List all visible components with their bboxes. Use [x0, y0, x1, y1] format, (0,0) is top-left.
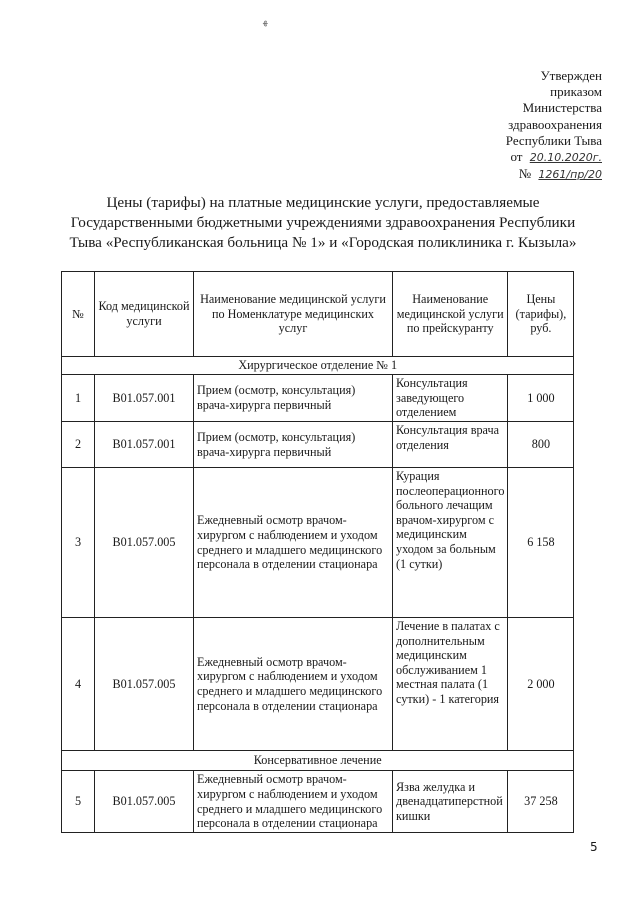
- approval-line: Утвержден: [540, 68, 602, 83]
- section-title: Консервативное лечение: [62, 751, 574, 771]
- approval-line: приказом: [550, 84, 602, 100]
- approval-line: здравоохранения: [508, 116, 602, 132]
- section-row: [62, 751, 574, 771]
- scan-mark: ﻬ: [263, 16, 268, 27]
- row-code: B01.057.001: [95, 422, 194, 468]
- header-price: Цены (тарифы), руб.: [508, 272, 574, 357]
- row-price-name: Лечение в палатах с дополнительным медицинским обслуживанием 1 местная палата (1 сутки) - 1 категория: [393, 618, 508, 751]
- price-table: [61, 271, 574, 833]
- approval-stamp: [478, 68, 602, 183]
- row-no: 4: [62, 618, 95, 751]
- date-prefix: от: [510, 149, 523, 165]
- header-price-name: Наименование медицинской услуги по прейскуранту: [393, 272, 508, 357]
- row-price: 800: [508, 422, 574, 468]
- section-title: Хирургическое отделение № 1: [62, 357, 574, 375]
- header-name: Наименование медицинской услуги по Номенклатуре медицинских услуг: [194, 272, 393, 357]
- row-code: B01.057.005: [95, 468, 194, 618]
- row-code: B01.057.005: [95, 771, 194, 833]
- approval-line: Республики Тыва: [505, 132, 602, 148]
- row-code: B01.057.001: [95, 375, 194, 422]
- document-title: Цены (тарифы) на платные медицинские услуги, предоставляемые Государственными бюджетными учреждениями здравоохранения Республики Тыва «Республиканская больница № 1» и «Городская поликлиника г. Кызыла»: [69, 194, 577, 251]
- section-row: [62, 357, 574, 375]
- approval-date: [478, 149, 602, 166]
- row-price: 2 000: [508, 618, 574, 751]
- approval-line: Министерства: [522, 100, 602, 116]
- row-no: 5: [62, 771, 95, 833]
- table-row: [62, 468, 574, 618]
- number-prefix: №: [518, 166, 532, 182]
- row-price-name: Консультация заведующего отделением: [393, 375, 508, 422]
- table-header-row: [62, 272, 574, 357]
- table-row: [62, 771, 574, 833]
- table-row: [62, 422, 574, 468]
- row-code: B01.057.005: [95, 618, 194, 751]
- page-number: 5: [590, 840, 598, 854]
- row-no: 2: [62, 422, 95, 468]
- date-value: 20.10.2020г.: [529, 151, 602, 165]
- row-no: 3: [62, 468, 95, 618]
- row-name: Ежедневный осмотр врачом-хирургом с наблюдением и уходом среднего и младшего медицинского персонала в отделении стационара: [194, 771, 393, 833]
- row-name: Прием (осмотр, консультация) врача-хирурга первичный: [194, 375, 393, 422]
- row-price-name: Курация послеоперационного больного лечащим врачом-хирургом с медицинским уходом за больным (1 сутки): [393, 468, 508, 618]
- row-price-name: Язва желудка и двенадцатиперстной кишки: [393, 771, 508, 833]
- table-row: [62, 618, 574, 751]
- row-price: 37 258: [508, 771, 574, 833]
- row-name: Ежедневный осмотр врачом-хирургом с наблюдением и уходом среднего и младшего медицинского персонала в отделении стационара: [194, 618, 393, 751]
- row-price: 6 158: [508, 468, 574, 618]
- row-no: 1: [62, 375, 95, 422]
- row-price: 1 000: [508, 375, 574, 422]
- approval-number: [478, 166, 602, 183]
- number-value: 1261/пр/20: [538, 168, 602, 182]
- table-row: [62, 375, 574, 422]
- header-no: №: [62, 272, 95, 357]
- row-name: Прием (осмотр, консультация) врача-хирурга первичный: [194, 422, 393, 468]
- row-name: Ежедневный осмотр врачом-хирургом с наблюдением и уходом среднего и младшего медицинского персонала в отделении стационара: [194, 468, 393, 618]
- header-code: Код медицинской услуги: [95, 272, 194, 357]
- row-price-name: Консультация врача отделения: [393, 422, 508, 468]
